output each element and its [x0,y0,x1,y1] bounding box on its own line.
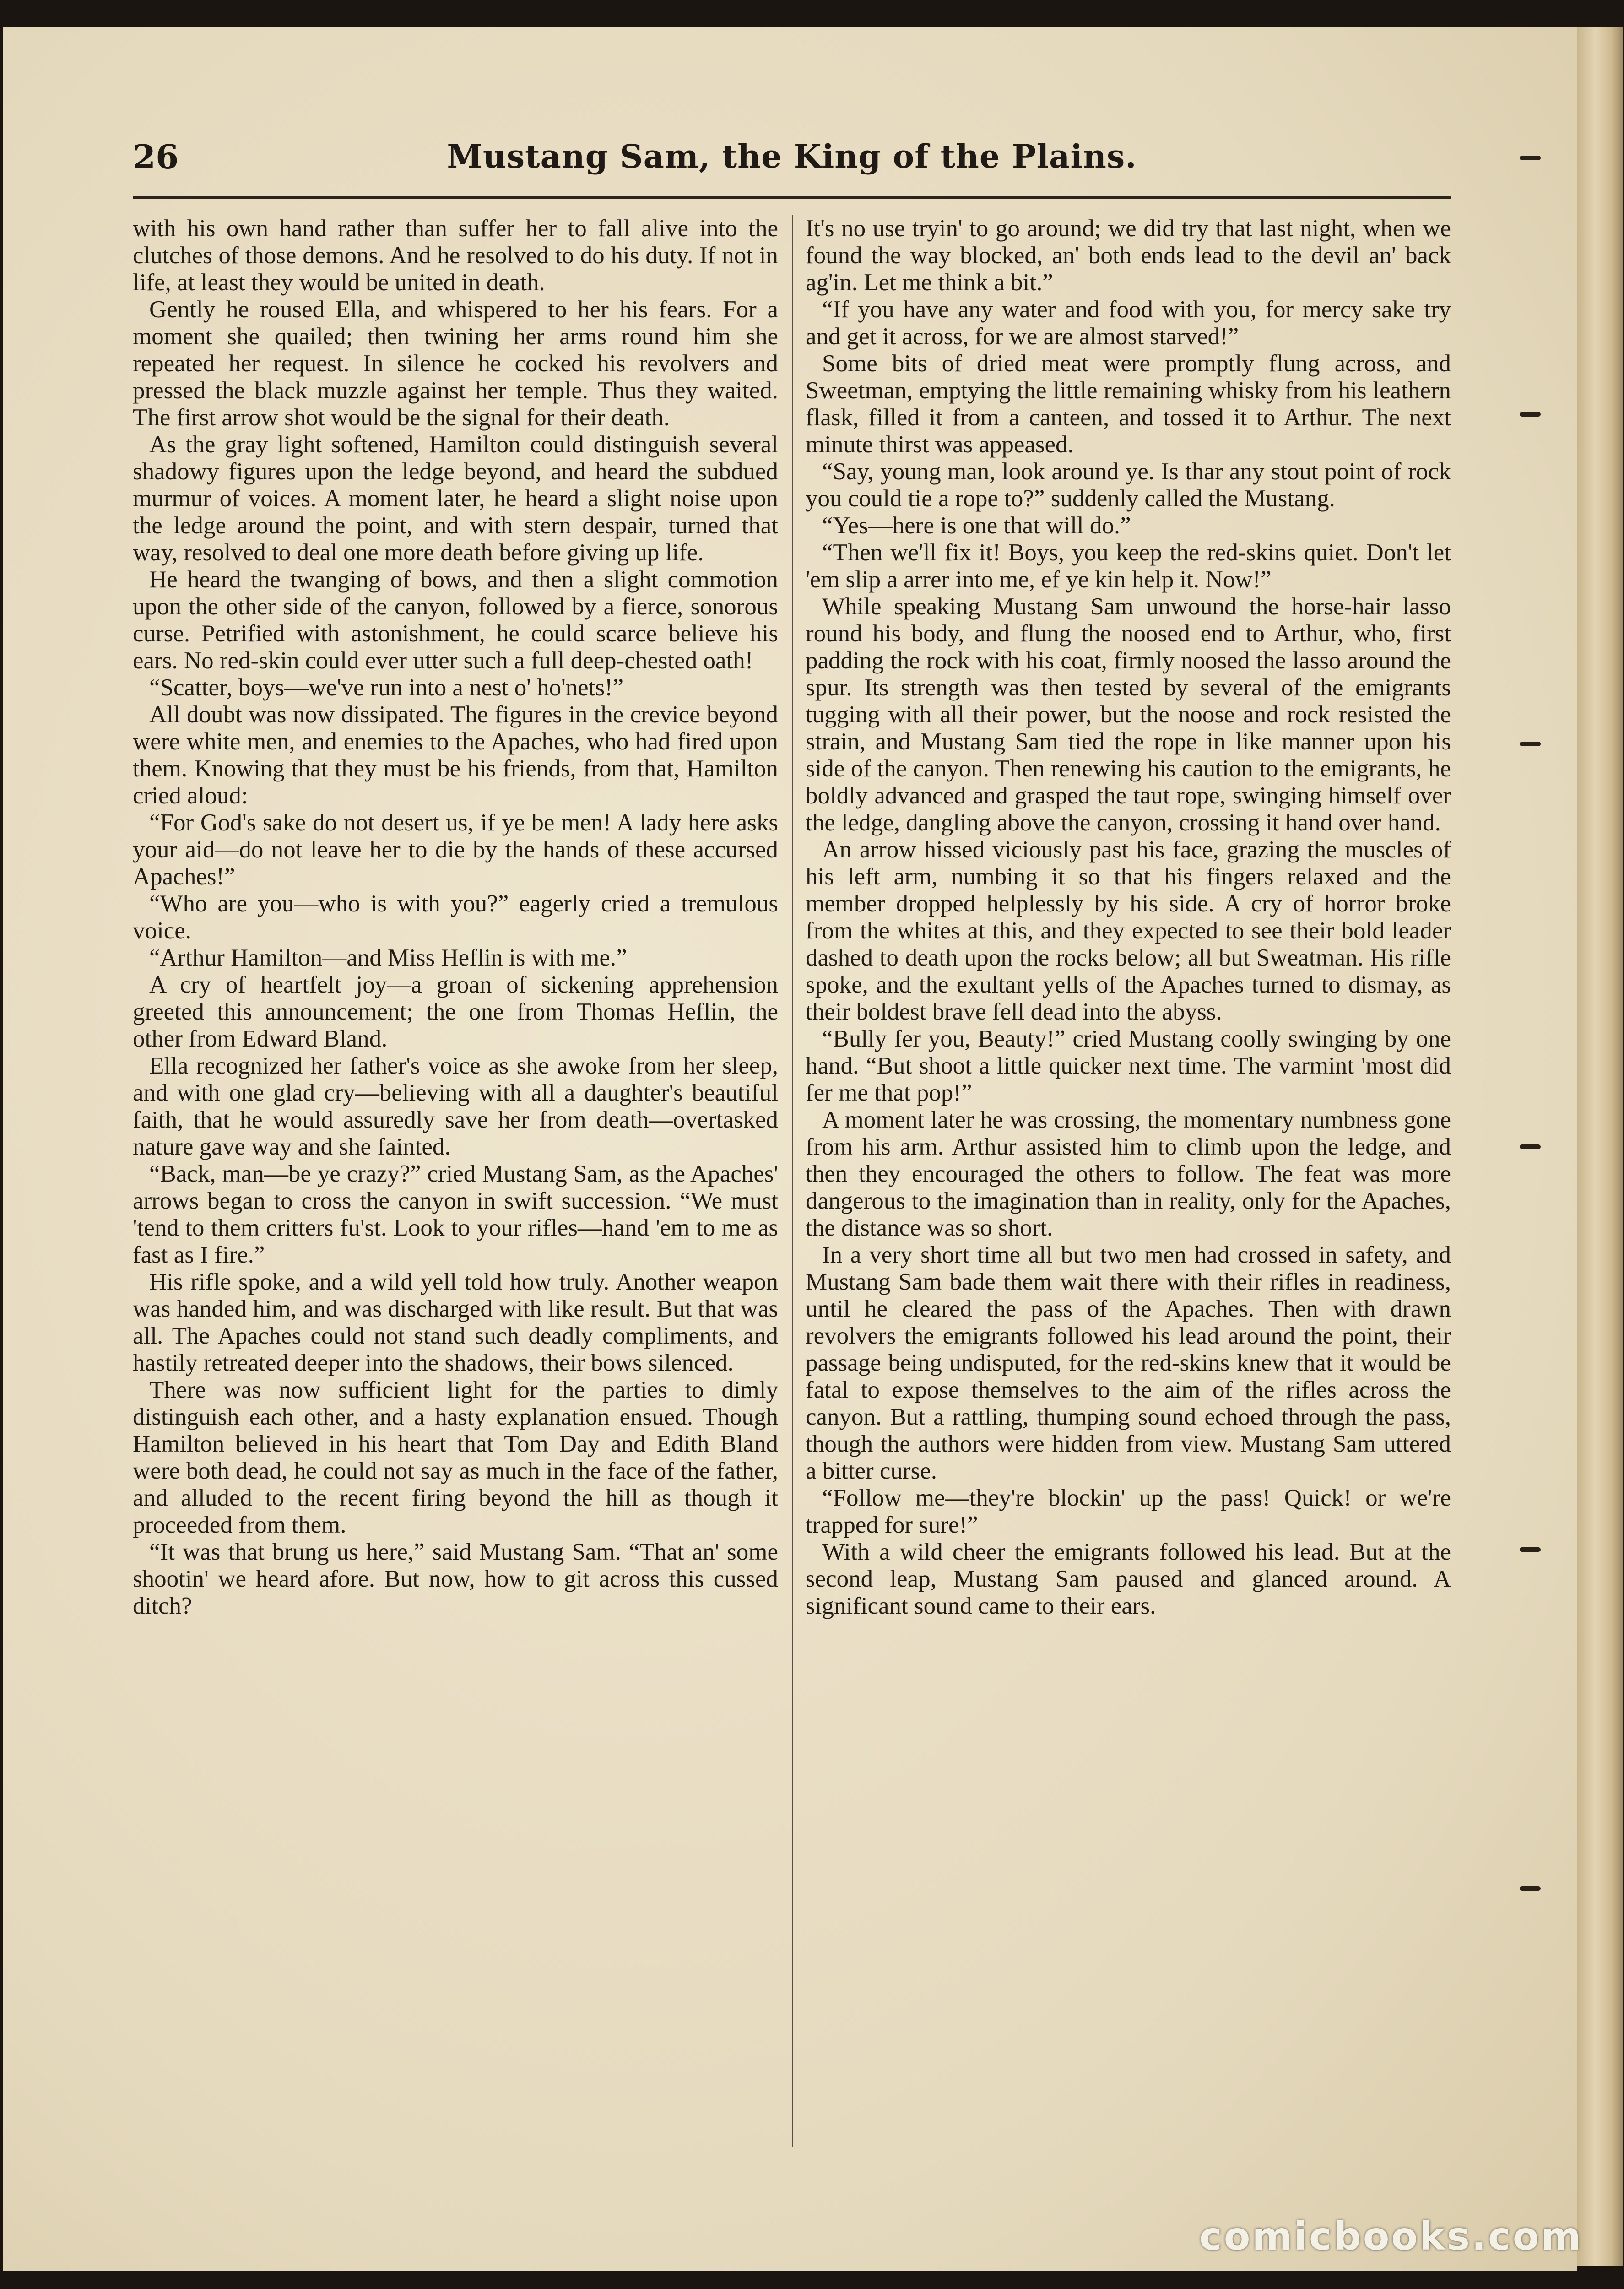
running-title: Mustang Sam, the King of the Plains. [447,137,1137,175]
paragraph: It's no use tryin' to go around; we did try that last night, when we found the way blocked, an' both ends lead to the devil an' back ag'in. Let me think a bit.” [806,215,1451,296]
page-number: 26 [133,137,179,176]
running-header [133,137,1451,188]
paragraph: Some bits of dried meat were promptly flung across, and Sweetman, emptying the little remaining whisky from his leathern flask, filled it from a canteen, and tossed it to Arthur. The next minute thirst was appeased. [806,350,1451,458]
paragraph: His rifle spoke, and a wild yell told how truly. Another weapon was handed him, and was discharged with like result. But that was all. The Apaches could not stand such deadly compliments, and hastily retreated deeper into the shadows, their bows silenced. [133,1269,778,1376]
left-column [133,215,778,2152]
paragraph: There was now sufficient light for the parties to dimly distinguish each other, and a hasty explanation ensued. Though Hamilton believed in his heart that Tom Day and Edith Bland were both dead, he could not say as much in the face of the father, and alluded to the recent firing beyond the hill as though it proceeded from them. [133,1377,778,1538]
paragraph: “Who are you—who is with you?” eagerly cried a tremulous voice. [133,890,778,944]
paragraph: “Arthur Hamilton—and Miss Heflin is with me.” [149,944,627,971]
edge-mark [1520,1144,1541,1149]
edge-mark [1520,156,1541,160]
right-column [806,215,1451,2152]
edge-mark [1520,1547,1541,1552]
paragraph: “Yes—here is one that will do.” [822,512,1131,539]
header-rule [133,196,1451,199]
edge-mark [1520,412,1541,417]
paragraph: He heard the twanging of bows, and then a slight commotion upon the other side of the canyon, followed by a fierce, sonorous curse. Petrified with astonishment, he could scarce believe his ears. No red-skin could ever utter such a full deep-chested oath! [133,566,778,674]
paragraph: Ella recognized her father's voice as she awoke from her sleep, and with one glad cry—believing with all a daughter's beautiful faith, that he would assuredly save her from death—overtasked nature gave way and she fainted. [133,1052,778,1160]
watermark: comicbooks.com [1199,2214,1583,2259]
paragraph: “Follow me—they're blockin' up the pass! Quick! or we're trapped for sure!” [806,1485,1451,1538]
page-binding-edge [1577,27,1623,2266]
edge-mark [1520,742,1541,746]
paragraph: “It was that brung us here,” said Mustang Sam. “That an' some shootin' we heard afore. But now, how to git across this cussed ditch? [133,1539,778,1619]
paragraph: “If you have any water and food with you, for mercy sake try and get it across, for we are almost starved!” [806,296,1451,350]
paragraph: An arrow hissed viciously past his face, grazing the muscles of his left arm, numbing it so that his fingers relaxed and the member dropped helplessly by his side. A cry of horror broke from the whites at this, and they expected to see their bold leader dashed to death upon the rocks below; all but Sweatman. His rifle spoke, and the exultant yells of the Apaches turned to dismay, as their boldest brave fell dead into the abyss. [806,836,1451,1025]
paragraph: A cry of heartfelt joy—a groan of sickening apprehension greeted this announcement; the one from Thomas Heflin, the other from Edward Bland. [133,971,778,1052]
paragraph: “Back, man—be ye crazy?” cried Mustang Sam, as the Apaches' arrows began to cross the canyon in swift succession. “We must 'tend to them critters fu'st. Look to your rifles—hand 'em to me as fast as I fire.” [133,1161,778,1268]
paragraph: “For God's sake do not desert us, if ye be men! A lady here asks your aid—do not leave her to die by the hands of these accursed Apaches!” [133,809,778,890]
paragraph: “Say, young man, look around ye. Is thar any stout point of rock you could tie a rope to?” suddenly called the Mustang. [806,458,1451,512]
paragraph: All doubt was now dissipated. The figures in the crevice beyond were white men, and enemies to the Apaches, who had fired upon them. Knowing that they must be his friends, from that, Hamilton cried aloud: [133,701,778,809]
paragraph: A moment later he was crossing, the momentary numbness gone from his arm. Arthur assisted him to climb upon the ledge, and then they encouraged the others to follow. The feat was more dangerous to the imagination than in reality, only for the Apaches, the distance was so short. [806,1107,1451,1241]
column-divider [792,215,793,2147]
paragraph: “Then we'll fix it! Boys, you keep the red-skins quiet. Don't let 'em slip a arrer into me, ef ye kin help it. Now!” [806,539,1451,593]
paragraph: While speaking Mustang Sam unwound the horse-hair lasso round his body, and flung the noosed end to Arthur, who, first padding the rock with his coat, firmly noosed the lasso around the spur. Its strength was then tested by several of the emigrants tugging with all their power, but the noose and rock resisted the strain, and Mustang Sam tied the rope in like manner upon his side of the canyon. Then renewing his caution to the emigrants, he boldly advanced and grasped the taut rope, swinging himself over the ledge, dangling above the canyon, crossing it hand over hand. [806,593,1451,836]
paragraph: “Scatter, boys—we've run into a nest o' ho'nets!” [149,674,624,701]
edge-mark [1520,1886,1541,1891]
paragraph: As the gray light softened, Hamilton could distinguish several shadowy figures upon the ledge beyond, and heard the subdued murmur of voices. A moment later, he heard a slight noise upon the ledge around the point, and with stern despair, turned that way, resolved to deal one more death before giving up life. [133,431,778,566]
paragraph: Gently he roused Ella, and whispered to her his fears. For a moment she quailed; then twining her arms round him she repeated her request. In silence he cocked his revolvers and pressed the black muzzle against her temple. Thus they waited. The first arrow shot would be the signal for their death. [133,296,778,431]
paragraph: With a wild cheer the emigrants followed his lead. But at the second leap, Mustang Sam paused and glanced around. A significant sound came to their ears. [806,1539,1451,1619]
paragraph: with his own hand rather than suffer her to fall alive into the clutches of those demons. And he resolved to do his duty. If not in life, at least they would be united in death. [133,215,778,296]
paragraph: “Bully fer you, Beauty!” cried Mustang coolly swinging by one hand. “But shoot a little quicker next time. The varmint 'most did fer me that pop!” [806,1025,1451,1106]
paragraph: In a very short time all but two men had crossed in safety, and Mustang Sam bade them wait there with their rifles in readiness, until he cleared the pass of the Apaches. Then with drawn revolvers the emigrants followed his lead around the point, their passage being undisputed, for the red-skins knew that it would be fatal to expose themselves to the aim of the rifles across the canyon. But a rattling, thumping sound echoed through the pass, though the authors were hidden from view. Mustang Sam uttered a bitter curse. [806,1242,1451,1484]
